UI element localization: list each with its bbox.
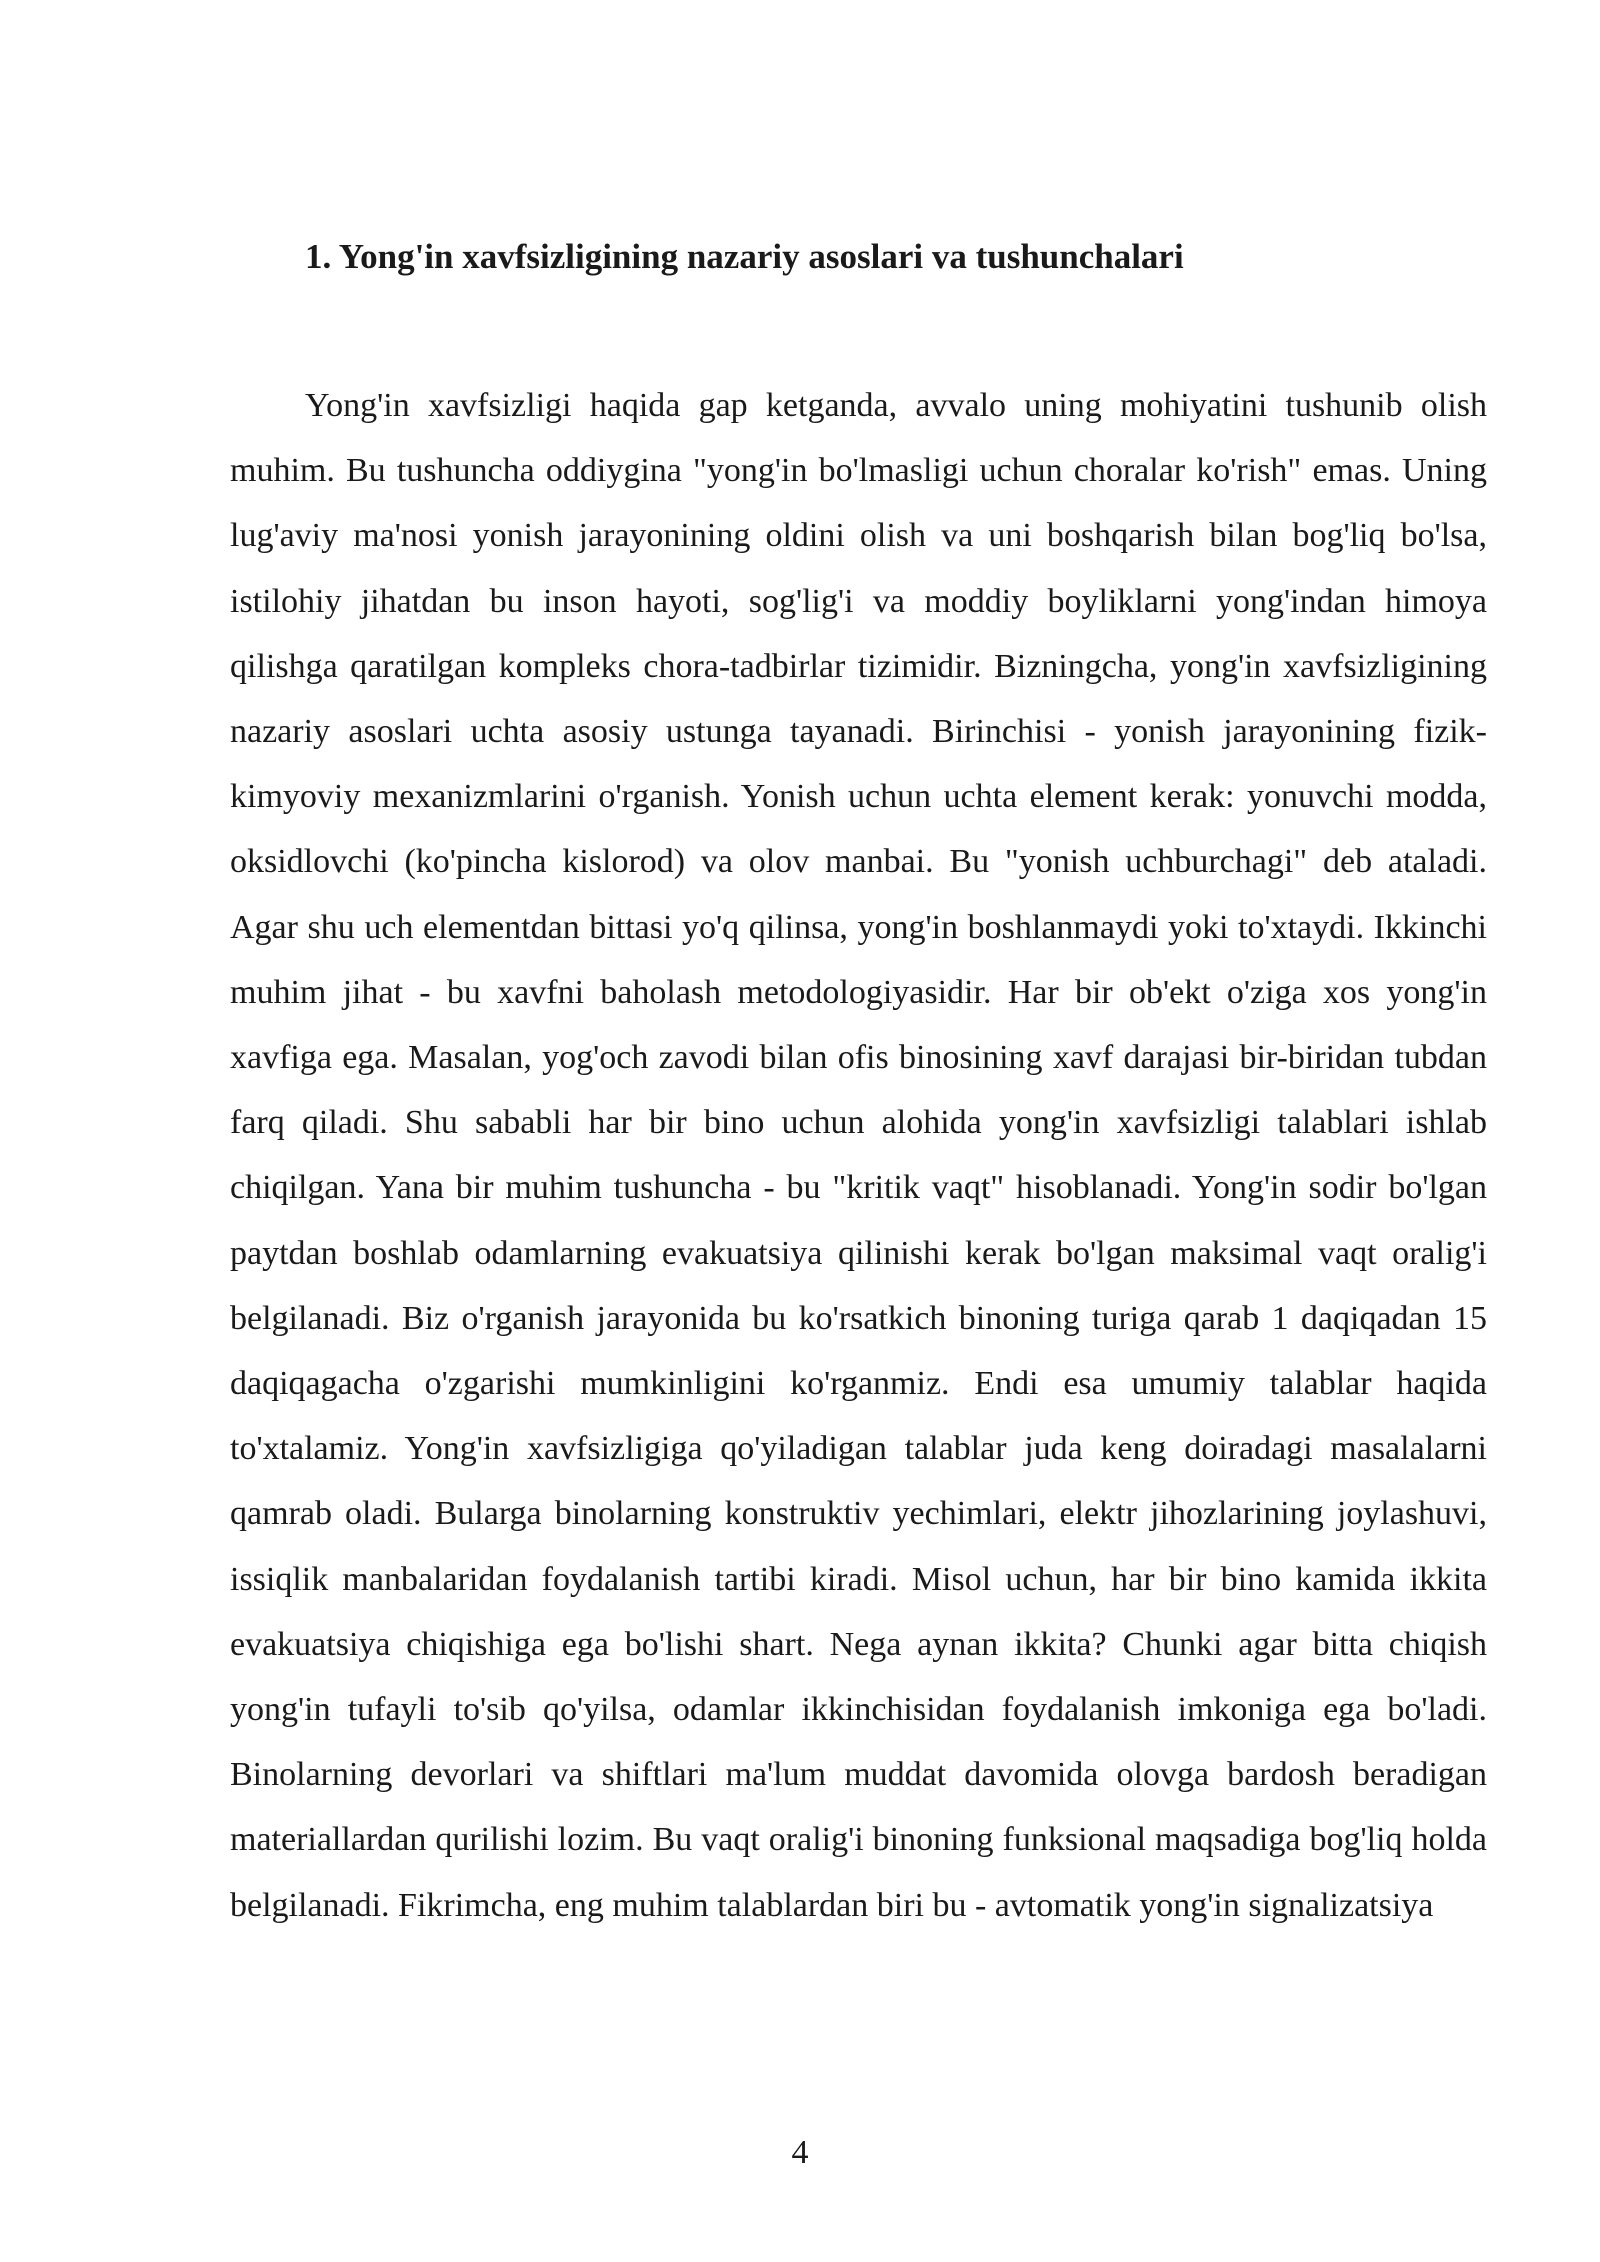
body-paragraph: Yong'in xavfsizligi haqida gap ketganda, avvalo uning mohiyatini tushunib olish muhim. Bu tushuncha oddiygina "yong'in bo'lmasligi uchun choralar ko'rish" emas. Uning lug'aviy ma'nosi yonish jarayonining oldini olish va uni boshqarish bilan bog'liq bo'lsa, istilohiy jihatdan bu inson hayoti, sog'lig'i va moddiy boyliklarni yong'indan himoya qilishga qaratilgan kompleks chora-tadbirlar tizimidir. Bizningcha, yong'in xavfsizligining nazariy asoslari uchta asosiy ustunga tayanadi. Birinchisi - yonish jarayonining fizik-kimyoviy mexanizmlarini o'rganish. Yonish uchun uchta element kerak: yonuvchi modda, oksidlovchi (ko'pincha kislorod) va olov manbai. Bu "yonish uchburchagi" deb ataladi. Agar shu uch elementdan bittasi yo'q qilinsa, yong'in boshlanmaydi yoki to'xtaydi. Ikkinchi muhim jihat - bu xavfni baholash metodologiyasidir. Har bir ob'ekt o'ziga xos yong'in xavfiga ega. Masalan, yog'och zavodi bilan ofis binosining xavf darajasi bir-biridan tubdan farq qiladi. Shu sababli har bir bino uchun alohida yong'in xavfsizligi talablari ishlab chiqilgan. Yana bir muhim tushuncha - bu "kritik vaqt" hisoblanadi. Yong'in sodir bo'lgan paytdan boshlab odamlarning evakuatsiya qilinishi kerak bo'lgan maksimal vaqt oralig'i belgilanadi. Biz o'rganish jarayonida bu ko'rsatkich binoning turiga qarab 1 daqiqadan 15 daqiqagacha o'zgarishi mumkinligini ko'rganmiz. Endi esa umumiy talablar haqida to'xtalamiz. Yong'in xavfsizligiga qo'yiladigan talablar juda keng doiradagi masalalarni qamrab oladi. Bularga binolarning konstruktiv yechimlari, elektr jihozlarining joylashuvi, issiqlik manbalaridan foydalanish tartibi kiradi. Misol uchun, har bir bino kamida ikkita evakuatsiya chiqishiga ega bo'lishi shart. Nega aynan ikkita? Chunki agar bitta chiqish yong'in tufayli to'sib qo'yilsa, odamlar ikkinchisidan foydalanish imkoniga ega bo'ladi. Binolarning devorlari va shiftlari ma'lum muddat davomida olovga bardosh beradigan materiallardan qurilishi lozim. Bu vaqt oralig'i binoning funksional maqsadiga bog'liq holda belgilanadi. Fikrimcha, eng muhim talablardan biri bu - avtomatik yong'in signalizatsiya <box>230 387 1487 1924</box>
page-number: 4 <box>791 2134 809 2171</box>
section-heading: 1. Yong'in xavfsizligining nazariy asoslari va tushunchalari <box>305 237 1184 276</box>
